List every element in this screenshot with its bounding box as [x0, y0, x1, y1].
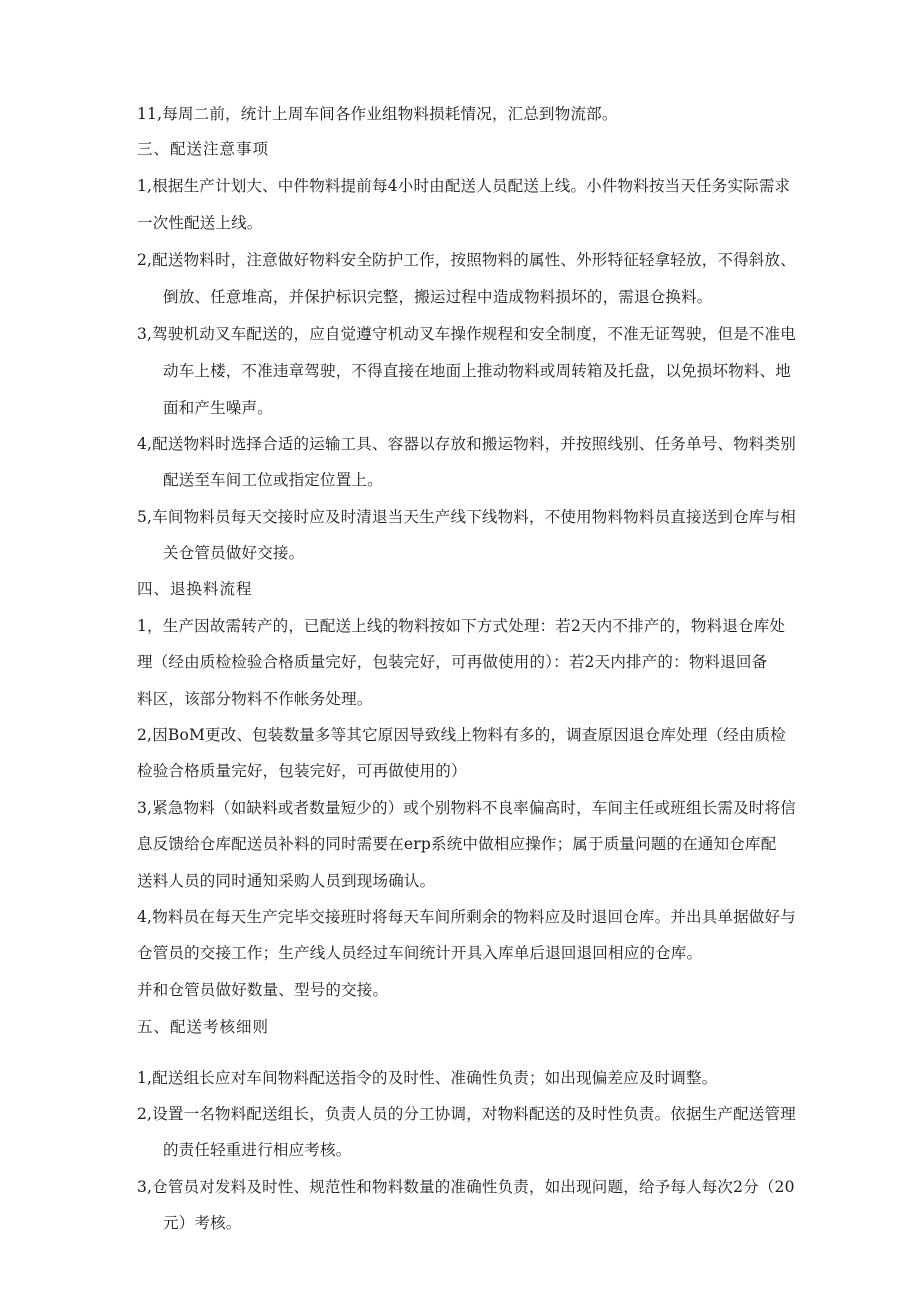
item-11: 11,每周二前，统计上周车间各作业组物料损耗情况，汇总到物流部。 — [137, 105, 618, 123]
s3-item-3-line-1: 3,驾驶机动叉车配送的，应自觉遵守机动叉车操作规程和安全制度，不准无证驾驶，但是不准电 — [137, 325, 796, 343]
s4-item-4-line-3: 并和仓管员做好数量、型号的交接。 — [137, 981, 389, 999]
s3-item-2-line-2: 倒放、任意堆高，并保护标识完整，搬运过程中造成物料损坏的，需退仓换料。 — [163, 288, 713, 306]
s4-item-3-line-2: 息反馈给仓库配送员补料的同时需要在erp系统中做相应操作；属于质量问题的在通知仓库配 — [137, 835, 777, 853]
s4-item-1-line-2: 理（经由质检检验合格质量完好，包装完好，可再做使用的）：若2天内排产的：物料退回备 — [137, 653, 768, 671]
s3-item-1-line-2: 一次性配送上线。 — [137, 214, 263, 232]
s3-item-3-line-3: 面和产生噪声。 — [163, 399, 273, 417]
s4-item-3-line-1: 3,紧急物料（如缺料或者数量短少的）或个别物料不良率偏高时，车间主任或班组长需及时将信 — [137, 799, 796, 817]
s4-item-1-line-1: 1，生产因故需转产的，已配送上线的物料按如下方式处理：若2天内不排产的，物料退仓库处 — [137, 617, 786, 635]
section-4-heading: 四、退换料流程 — [137, 580, 253, 598]
s3-item-2-line-1: 2,配送物料时，注意做好物料安全防护工作，按照物料的属性、外形特征轻拿轻放，不得斜放、 — [137, 251, 796, 269]
s4-item-3-line-3: 送料人员的同时通知采购人员到现场确认。 — [137, 872, 436, 890]
section-3-heading: 三、配送注意事项 — [137, 140, 270, 158]
s3-item-5-line-2: 关仓管员做好交接。 — [163, 544, 305, 562]
s4-item-2-line-2: 检验合格质量完好，包装完好，可再做使用的） — [137, 762, 467, 780]
s5-item-2-line-2: 的责任轻重进行相应考核。 — [163, 1141, 352, 1159]
s3-item-1-line-1: 1,根据生产计划大、中件物料提前每4小时由配送人员配送上线。小件物料按当天任务实际需求 — [137, 177, 791, 195]
section-5-heading: 五、配送考核细则 — [137, 1018, 270, 1036]
s4-item-4-line-2: 仓管员的交接工作；生产线人员经过车间统计开具入库单后退回退回相应的仓库。 — [137, 944, 703, 962]
s4-item-4-line-1: 4,物料员在每天生产完毕交接班时将每天车间所剩余的物料应及时退回仓库。并出具单据做好与 — [137, 908, 796, 926]
s5-item-1-line-1: 1,配送组长应对车间物料配送指令的及时性、准确性负责；如出现偏差应及时调整。 — [137, 1069, 718, 1087]
s3-item-5-line-1: 5,车间物料员每天交接时应及时清退当天生产线下线物料，不使用物料物料员直接送到仓库与相 — [137, 508, 796, 526]
s3-item-4-line-1: 4,配送物料时选择合适的运输工具、容器以存放和搬运物料，并按照线别、任务单号、物料类别 — [137, 435, 796, 453]
s5-item-3-line-1: 3,仓管员对发料及时性、规范性和物料数量的准确性负责，如出现问题，给予每人每次2分（20 — [137, 1178, 795, 1196]
s3-item-3-line-2: 动车上楼，不准违章驾驶，不得直接在地面上推动物料或周转箱及托盘，以免损坏物料、地 — [163, 362, 792, 380]
s4-item-2-line-1: 2,因BoM更改、包装数量多等其它原因导致线上物料有多的，调查原因退仓库处理（经由质检 — [137, 726, 786, 744]
s3-item-4-line-2: 配送至车间工位或指定位置上。 — [163, 471, 383, 489]
s5-item-2-line-1: 2,设置一名物料配送组长，负责人员的分工协调，对物料配送的及时性负责。依据生产配送管理 — [137, 1105, 796, 1123]
s5-item-3-line-2: 元）考核。 — [163, 1214, 242, 1232]
s4-item-1-line-3: 料区，该部分物料不作帐务处理。 — [137, 690, 373, 708]
